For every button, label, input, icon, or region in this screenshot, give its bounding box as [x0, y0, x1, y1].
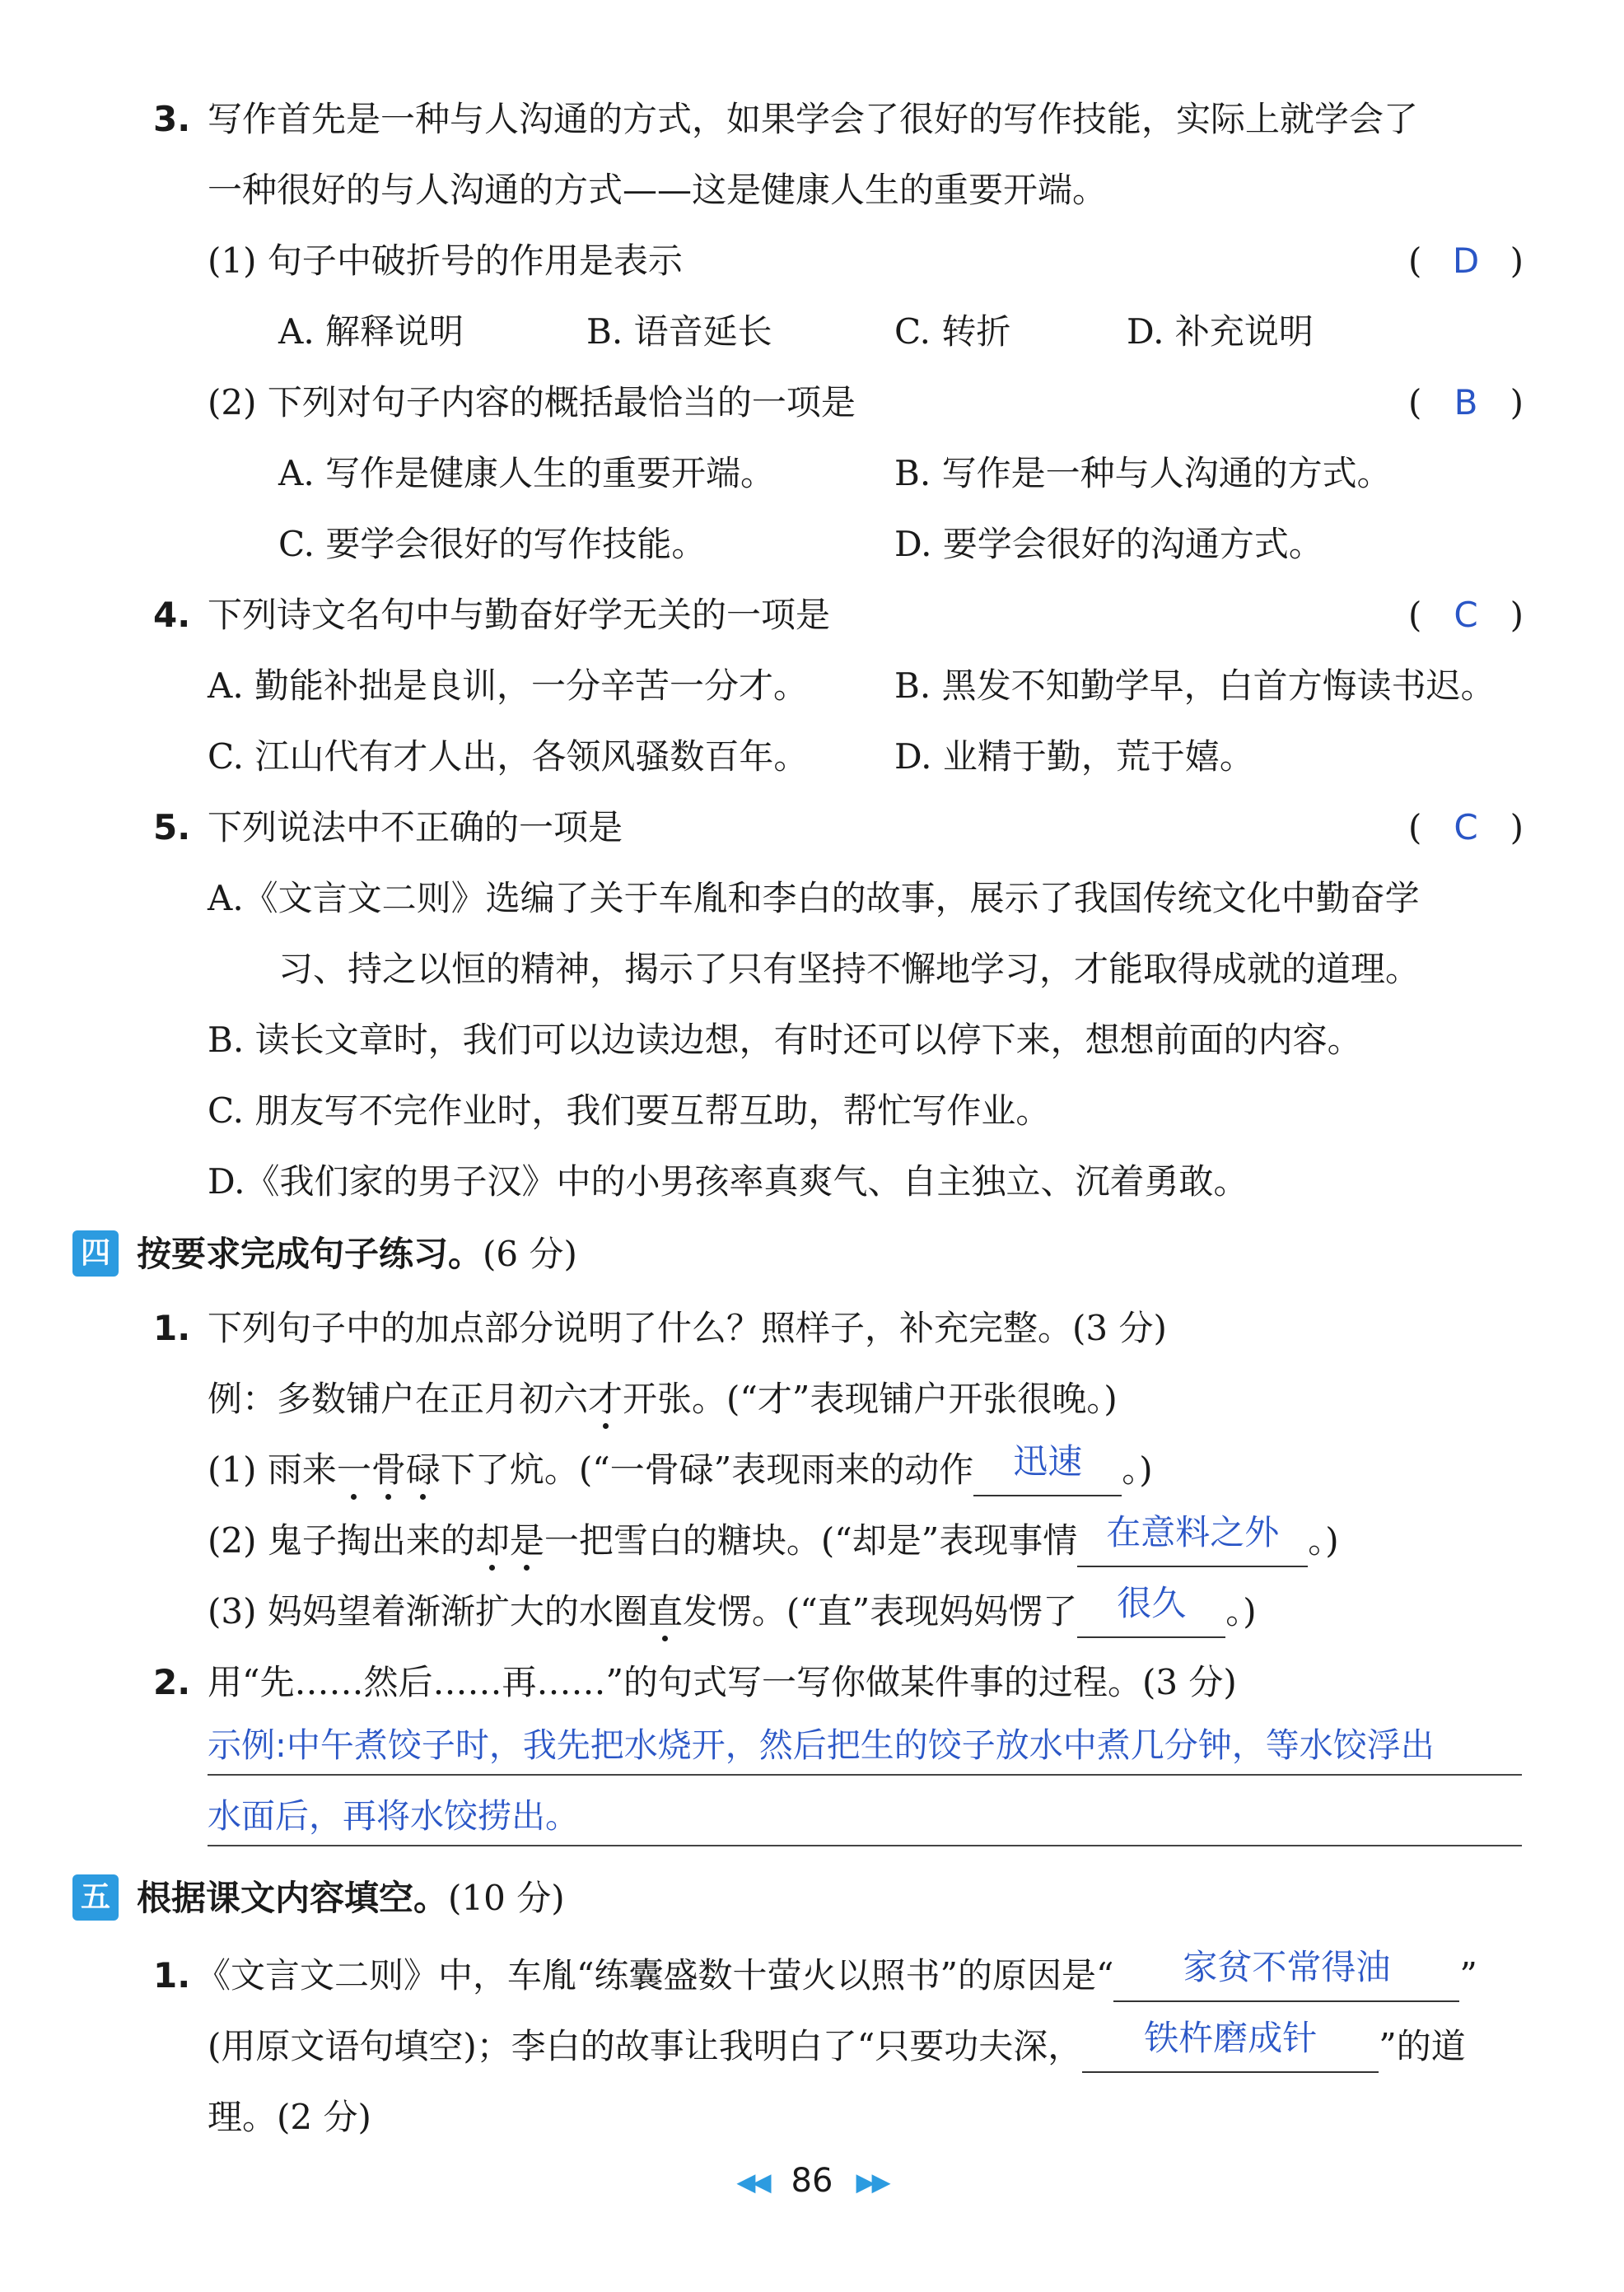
answer-rule-line: [208, 1774, 1522, 1776]
sec4-q1-s1: [208, 1435, 1153, 1505]
q3-sub1-option-c: C. 转折: [894, 311, 1011, 352]
q4-answer-box: ( C ): [1408, 580, 1524, 651]
sec4-q2-answer-line1: [0, 1710, 1624, 1781]
q5-option-a-line1: [0, 863, 1624, 934]
q5-option-c: C. 朋友写不完作业时，我们要互帮互助，帮忙写作业。: [208, 1090, 1051, 1131]
sec5-blank2-answer: 铁杵磨成针: [1144, 2018, 1318, 2058]
section-4-header: [72, 1225, 577, 1283]
q4-options-row2: [0, 721, 1624, 792]
s1-text-post: 下了炕。(“一骨碌”表现雨来的动作: [440, 1449, 974, 1490]
s2-text-pre: (2) 鬼子掏出来的: [208, 1520, 475, 1561]
sec5-q1-text1: [196, 1940, 1477, 2011]
q3-sub1-option-a: A. 解释说明: [278, 311, 464, 352]
answer-rule-line: [208, 1845, 1522, 1846]
s2-text-post: 一把雪白的糖块。(“却是”表现事情: [544, 1520, 1078, 1561]
sec5-q1-text2-pre: (用原文语句填空)；李白的故事让我明白了“只要功夫深，: [208, 2026, 1083, 2066]
q3-text-line1: 写作首先是一种与人沟通的方式，如果学会了很好的写作技能，实际上就学会了: [208, 99, 1419, 139]
sec5-q1-text1-pre: 《文言文二则》中，车胤“练囊盛数十萤火以照书”的原因是“: [196, 1955, 1114, 1996]
q5-answer-box: ( C ): [1408, 792, 1524, 863]
sec5-q1-line1: [0, 1940, 1624, 2011]
s3-answer: 很久: [1117, 1583, 1187, 1623]
sec4-q2-stem-line: [0, 1647, 1624, 1718]
page-number: 86: [791, 2162, 833, 2200]
page-footer: [0, 2162, 1624, 2211]
s1-answer: 迅速: [1013, 1441, 1083, 1482]
s2-dotted-char: 却: [474, 1520, 510, 1561]
q3-sub2-option-c: C. 要学会很好的写作技能。: [278, 524, 707, 564]
q5-option-b: B. 读长文章时，我们可以边读边想，有时还可以停下来，想想前面的内容。: [208, 1020, 1362, 1060]
sec4-q2-answer-line2: [0, 1781, 1624, 1851]
q3-sub1-option-d: D. 补充说明: [1127, 311, 1314, 352]
s3-text-end: 。): [1225, 1591, 1257, 1631]
q5-option-a-line2: [0, 934, 1624, 1005]
sec4-q2-stem: 用“先……然后……再……”的句式写一写你做某件事的过程。(3 分): [208, 1662, 1237, 1702]
q5-stem-line: [0, 792, 1624, 863]
sec5-q1-text2: [208, 2011, 1466, 2082]
q3-sub1-stem-line: [0, 226, 1624, 296]
s3-answer-blank: [1077, 1583, 1225, 1638]
sec5-blank2: [1082, 2018, 1379, 2073]
s1-dotted-char: 碌: [405, 1449, 441, 1490]
double-left-arrow-icon: ◀◀: [736, 2168, 768, 2197]
sec4-q2-answer-text2: 水面后，再将水饺捞出。: [208, 1796, 579, 1836]
s2-dotted-char: 是: [509, 1520, 544, 1561]
s1-text-pre: (1) 雨来: [208, 1449, 337, 1490]
sec5-q1-text3: 理。(2 分): [208, 2097, 371, 2137]
q4-option-c: C. 江山代有才人出，各领风骚数百年。: [208, 736, 809, 777]
sec4-q1-stem-line: [0, 1293, 1624, 1364]
example-dotted-word: 才: [588, 1379, 623, 1419]
example-text-pre: 例：多数铺户在正月初六: [208, 1379, 589, 1419]
q3-sub2-stem-line: [0, 367, 1624, 438]
q3-sub2-option-d: D. 要学会很好的沟通方式。: [894, 524, 1323, 564]
q3-sub2-option-b: B. 写作是一种与人沟通的方式。: [894, 453, 1392, 493]
q3-sub1-answer-box: ( D ): [1408, 226, 1524, 296]
s2-text-end: 。): [1308, 1520, 1339, 1561]
q5-stem: 下列说法中不正确的一项是: [208, 807, 623, 847]
sec5-q1-number: 1.: [153, 1955, 191, 1996]
q3-sub2-options-row1: [0, 438, 1624, 509]
q3-text-line2: 一种很好的与人沟通的方式——这是健康人生的重要开端。: [208, 170, 1108, 210]
q5-option-d: D.《我们家的男子汉》中的小男孩率真爽气、自主独立、沉着勇敢。: [208, 1161, 1248, 1202]
sec5-q1-line3: [0, 2082, 1624, 2153]
q3-sub2-options-row2: [0, 509, 1624, 580]
sec4-q1-s2: [208, 1505, 1339, 1576]
section-4-points: (6 分): [483, 1234, 577, 1274]
sec5-blank1: [1113, 1947, 1459, 2002]
sec4-q1-s3-line: [0, 1576, 1624, 1647]
q3-sub1-answer: D: [1452, 240, 1480, 281]
double-right-arrow-icon: ▶▶: [856, 2168, 888, 2197]
section-4-title: 按要求完成句子练习。: [137, 1234, 483, 1274]
q3-number: 3.: [153, 99, 191, 139]
section-5-header: [72, 1870, 565, 1927]
sec4-q1-s1-line: [0, 1435, 1624, 1505]
sec4-q2-number: 2.: [153, 1662, 191, 1702]
q5-option-a-text2: 习、持之以恒的精神，揭示了只有坚持不懈地学习，才能取得成就的道理。: [278, 949, 1421, 989]
sec5-q1-text2-post: ”的道: [1379, 2026, 1466, 2066]
q4-option-a: A. 勤能补拙是良训，一分辛苦一分才。: [208, 665, 809, 706]
sec5-q1-line2: [0, 2011, 1624, 2082]
q5-option-b-line: [0, 1005, 1624, 1076]
q4-option-b: B. 黑发不知勤学早，白首方悔读书迟。: [894, 665, 1496, 706]
q3-sub1-stem: (1) 句子中破折号的作用是表示: [208, 240, 683, 281]
s3-text-post: 发愣。(“直”表现妈妈愣了: [682, 1591, 1078, 1631]
s2-answer-blank: [1077, 1512, 1308, 1567]
q5-answer: C: [1454, 807, 1478, 847]
s1-dotted-char: 骨: [371, 1449, 406, 1490]
s1-answer-blank: [973, 1441, 1122, 1496]
sec4-q1-stem: 下列句子中的加点部分说明了什么？照样子，补充完整。(3 分): [208, 1308, 1167, 1348]
q5-option-c-line: [0, 1076, 1624, 1146]
s1-text-end: 。): [1122, 1449, 1153, 1490]
q3-sub2-option-a: A. 写作是健康人生的重要开端。: [278, 453, 776, 493]
s3-text-pre: (3) 妈妈望着渐渐扩大的水圈: [208, 1591, 648, 1631]
q4-option-d: D. 业精于勤，荒于嬉。: [894, 736, 1254, 777]
section-5-badge: 五: [72, 1874, 119, 1921]
example-text-post: 开张。(“才”表现铺户开张很晚。): [623, 1379, 1118, 1419]
sec4-q1-example-line: [0, 1364, 1624, 1435]
q5-number: 5.: [153, 807, 191, 847]
s1-dotted-char: 一: [336, 1449, 371, 1490]
sec4-q2-answer-text1: 示例:中午煮饺子时，我先把水烧开，然后把生的饺子放水中煮几分钟，等水饺浮出: [208, 1725, 1435, 1765]
sec5-blank1-answer: 家贫不常得油: [1183, 1947, 1391, 1987]
q3-sub2-answer: B: [1454, 382, 1478, 422]
s2-answer: 在意料之外: [1106, 1512, 1280, 1552]
q3-sub2-stem: (2) 下列对句子内容的概括最恰当的一项是: [208, 382, 856, 422]
section-4-badge: 四: [72, 1230, 119, 1277]
q4-stem: 下列诗文名句中与勤奋好学无关的一项是: [208, 595, 831, 635]
q4-number: 4.: [153, 595, 191, 635]
sec4-q1-s3: [208, 1576, 1257, 1647]
q3-sub1-option-b: B. 语音延长: [586, 311, 772, 352]
sec4-q1-number: 1.: [153, 1308, 191, 1348]
section-5-title: 根据课文内容填空。: [137, 1878, 449, 1918]
q5-option-a-text1: A.《文言文二则》选编了关于车胤和李白的故事，展示了我国传统文化中勤奋学: [208, 878, 1420, 918]
q3-sub2-answer-box: ( B ): [1408, 367, 1524, 438]
sec4-q1-example: [208, 1364, 1118, 1435]
q4-options-row1: [0, 651, 1624, 721]
q3-line1: [0, 84, 1624, 155]
section-5-points: (10 分): [448, 1878, 565, 1918]
q4-answer: C: [1454, 595, 1478, 635]
q3-line2: [0, 155, 1624, 226]
sec4-q1-s2-line: [0, 1505, 1624, 1576]
q4-stem-line: [0, 580, 1624, 651]
q5-option-d-line: [0, 1146, 1624, 1217]
q3-sub1-options: [0, 296, 1624, 367]
sec5-q1-text1-post: ”: [1459, 1955, 1477, 1996]
s3-dotted-char: 直: [647, 1591, 683, 1631]
